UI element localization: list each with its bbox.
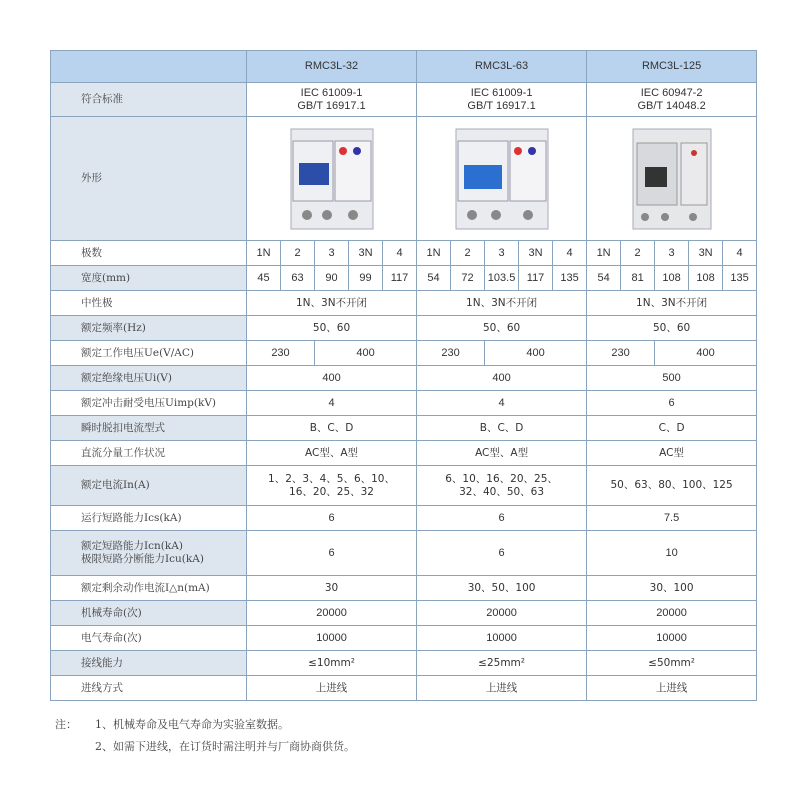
voltage-cell: 230 [587,341,655,366]
voltage-cell: 400 [655,341,757,366]
poles-cell: 4 [553,241,587,266]
row-label: 额定频率(Hz) [51,316,247,341]
row-label: 直流分量工作状况 [51,441,247,466]
wiring-cell: ≤10mm² [247,651,417,676]
model-header: RMC3L-125 [587,51,757,83]
neutral-cell: 1N、3N不开闭 [587,291,757,316]
poles-cell: 2 [621,241,655,266]
incoming-cell: 上进线 [587,676,757,701]
row-elec [51,626,757,651]
poles-cell: 3 [485,241,519,266]
poles-cell: 3 [655,241,689,266]
header-row [51,51,757,83]
width-cell: 117 [383,266,417,291]
row-mech [51,601,757,626]
row-label: 瞬时脱扣电流型式 [51,416,247,441]
width-cell: 99 [349,266,383,291]
row-label: 中性极 [51,291,247,316]
mech-cell: 20000 [587,601,757,626]
impulse-cell: 6 [587,391,757,416]
impulse-cell: 4 [417,391,587,416]
voltage-cell: 230 [417,341,485,366]
ics-cell: 6 [417,506,587,531]
width-cell: 81 [621,266,655,291]
width-cell: 103.5 [485,266,519,291]
row-poles [51,241,757,266]
frequency-cell: 50、60 [587,316,757,341]
elec-cell: 10000 [247,626,417,651]
poles-cell: 4 [723,241,757,266]
ics-cell: 7.5 [587,506,757,531]
frequency-cell: 50、60 [247,316,417,341]
neutral-cell: 1N、3N不开闭 [417,291,587,316]
residual-cell: 30、50、100 [417,576,587,601]
row-label: 外形 [51,117,247,241]
breaker-image-32 [247,117,417,241]
poles-cell: 3N [689,241,723,266]
row-label: 额定剩余动作电流I△n(mA) [51,576,247,601]
row-label: 符合标准 [51,83,247,117]
row-appearance [51,117,757,241]
current-cell: 1、2、3、4、5、6、10、 16、20、25、32 [247,466,417,506]
voltage-cell: 400 [485,341,587,366]
row-label: 宽度(mm) [51,266,247,291]
incoming-cell: 上进线 [417,676,587,701]
footnote-prefix: 注： [55,718,77,731]
elec-cell: 10000 [587,626,757,651]
row-incoming [51,676,757,701]
row-label: 电气寿命(次) [51,626,247,651]
row-impulse [51,391,757,416]
voltage-cell: 400 [315,341,417,366]
trip-cell: C、D [587,416,757,441]
poles-cell: 2 [451,241,485,266]
header-corner [51,51,247,83]
row-label: 额定短路能力Icn(kA) 极限短路分断能力Icu(kA) [51,531,247,576]
insulation-cell: 400 [247,366,417,391]
row-frequency [51,316,757,341]
elec-cell: 10000 [417,626,587,651]
breaker-image-125 [587,117,757,241]
poles-cell: 1N [417,241,451,266]
voltage-cell: 230 [247,341,315,366]
row-width [51,266,757,291]
row-current [51,466,757,506]
row-label: 接线能力 [51,651,247,676]
wiring-cell: ≤25mm² [417,651,587,676]
footnote-2: 2、如需下进线，在订货时需注明并与厂商协商供货。 [95,740,355,753]
row-label: 额定绝缘电压Ui(V) [51,366,247,391]
dc-cell: AC型、A型 [247,441,417,466]
row-trip [51,416,757,441]
dc-cell: AC型、A型 [417,441,587,466]
breaker-illustration-32 [287,123,377,235]
poles-cell: 1N [247,241,281,266]
trip-cell: B、C、D [247,416,417,441]
standard-cell: IEC 61009-1 GB/T 16917.1 [247,83,417,117]
current-cell: 6、10、16、20、25、 32、40、50、63 [417,466,587,506]
row-label: 额定电流In(A) [51,466,247,506]
mech-cell: 20000 [417,601,587,626]
spec-table [50,50,757,701]
width-cell: 54 [587,266,621,291]
poles-cell: 4 [383,241,417,266]
row-label: 额定冲击耐受电压Uimp(kV) [51,391,247,416]
width-cell: 72 [451,266,485,291]
neutral-cell: 1N、3N不开闭 [247,291,417,316]
insulation-cell: 500 [587,366,757,391]
width-cell: 90 [315,266,349,291]
row-neutral [51,291,757,316]
poles-cell: 3 [315,241,349,266]
ics-cell: 6 [247,506,417,531]
breaker-illustration-63 [452,123,552,235]
trip-cell: B、C、D [417,416,587,441]
residual-cell: 30、100 [587,576,757,601]
dc-cell: AC型 [587,441,757,466]
wiring-cell: ≤50mm² [587,651,757,676]
current-cell: 50、63、80、100、125 [587,466,757,506]
impulse-cell: 4 [247,391,417,416]
width-cell: 135 [723,266,757,291]
row-label: 额定工作电压Ue(V/AC) [51,341,247,366]
icn-cell: 6 [247,531,417,576]
width-cell: 117 [519,266,553,291]
row-standard [51,83,757,117]
width-cell: 108 [655,266,689,291]
row-label: 极数 [51,241,247,266]
breaker-illustration-125 [629,123,715,235]
row-insulation [51,366,757,391]
poles-cell: 3N [349,241,383,266]
width-cell: 108 [689,266,723,291]
width-cell: 45 [247,266,281,291]
row-dc [51,441,757,466]
icn-cell: 10 [587,531,757,576]
row-voltage [51,341,757,366]
row-wiring [51,651,757,676]
insulation-cell: 400 [417,366,587,391]
footnote-1: 注： 1、机械寿命及电气寿命为实验室数据。 [55,718,289,731]
model-header: RMC3L-63 [417,51,587,83]
row-residual [51,576,757,601]
row-label: 进线方式 [51,676,247,701]
poles-cell: 2 [281,241,315,266]
poles-cell: 3N [519,241,553,266]
frequency-cell: 50、60 [417,316,587,341]
incoming-cell: 上进线 [247,676,417,701]
row-label: 运行短路能力Ics(kA) [51,506,247,531]
width-cell: 63 [281,266,315,291]
breaker-image-63 [417,117,587,241]
standard-cell: IEC 61009-1 GB/T 16917.1 [417,83,587,117]
icn-cell: 6 [417,531,587,576]
mech-cell: 20000 [247,601,417,626]
standard-cell: IEC 60947-2 GB/T 14048.2 [587,83,757,117]
poles-cell: 1N [587,241,621,266]
width-cell: 135 [553,266,587,291]
row-label: 机械寿命(次) [51,601,247,626]
residual-cell: 30 [247,576,417,601]
model-header: RMC3L-32 [247,51,417,83]
width-cell: 54 [417,266,451,291]
row-icn [51,531,757,576]
row-ics [51,506,757,531]
